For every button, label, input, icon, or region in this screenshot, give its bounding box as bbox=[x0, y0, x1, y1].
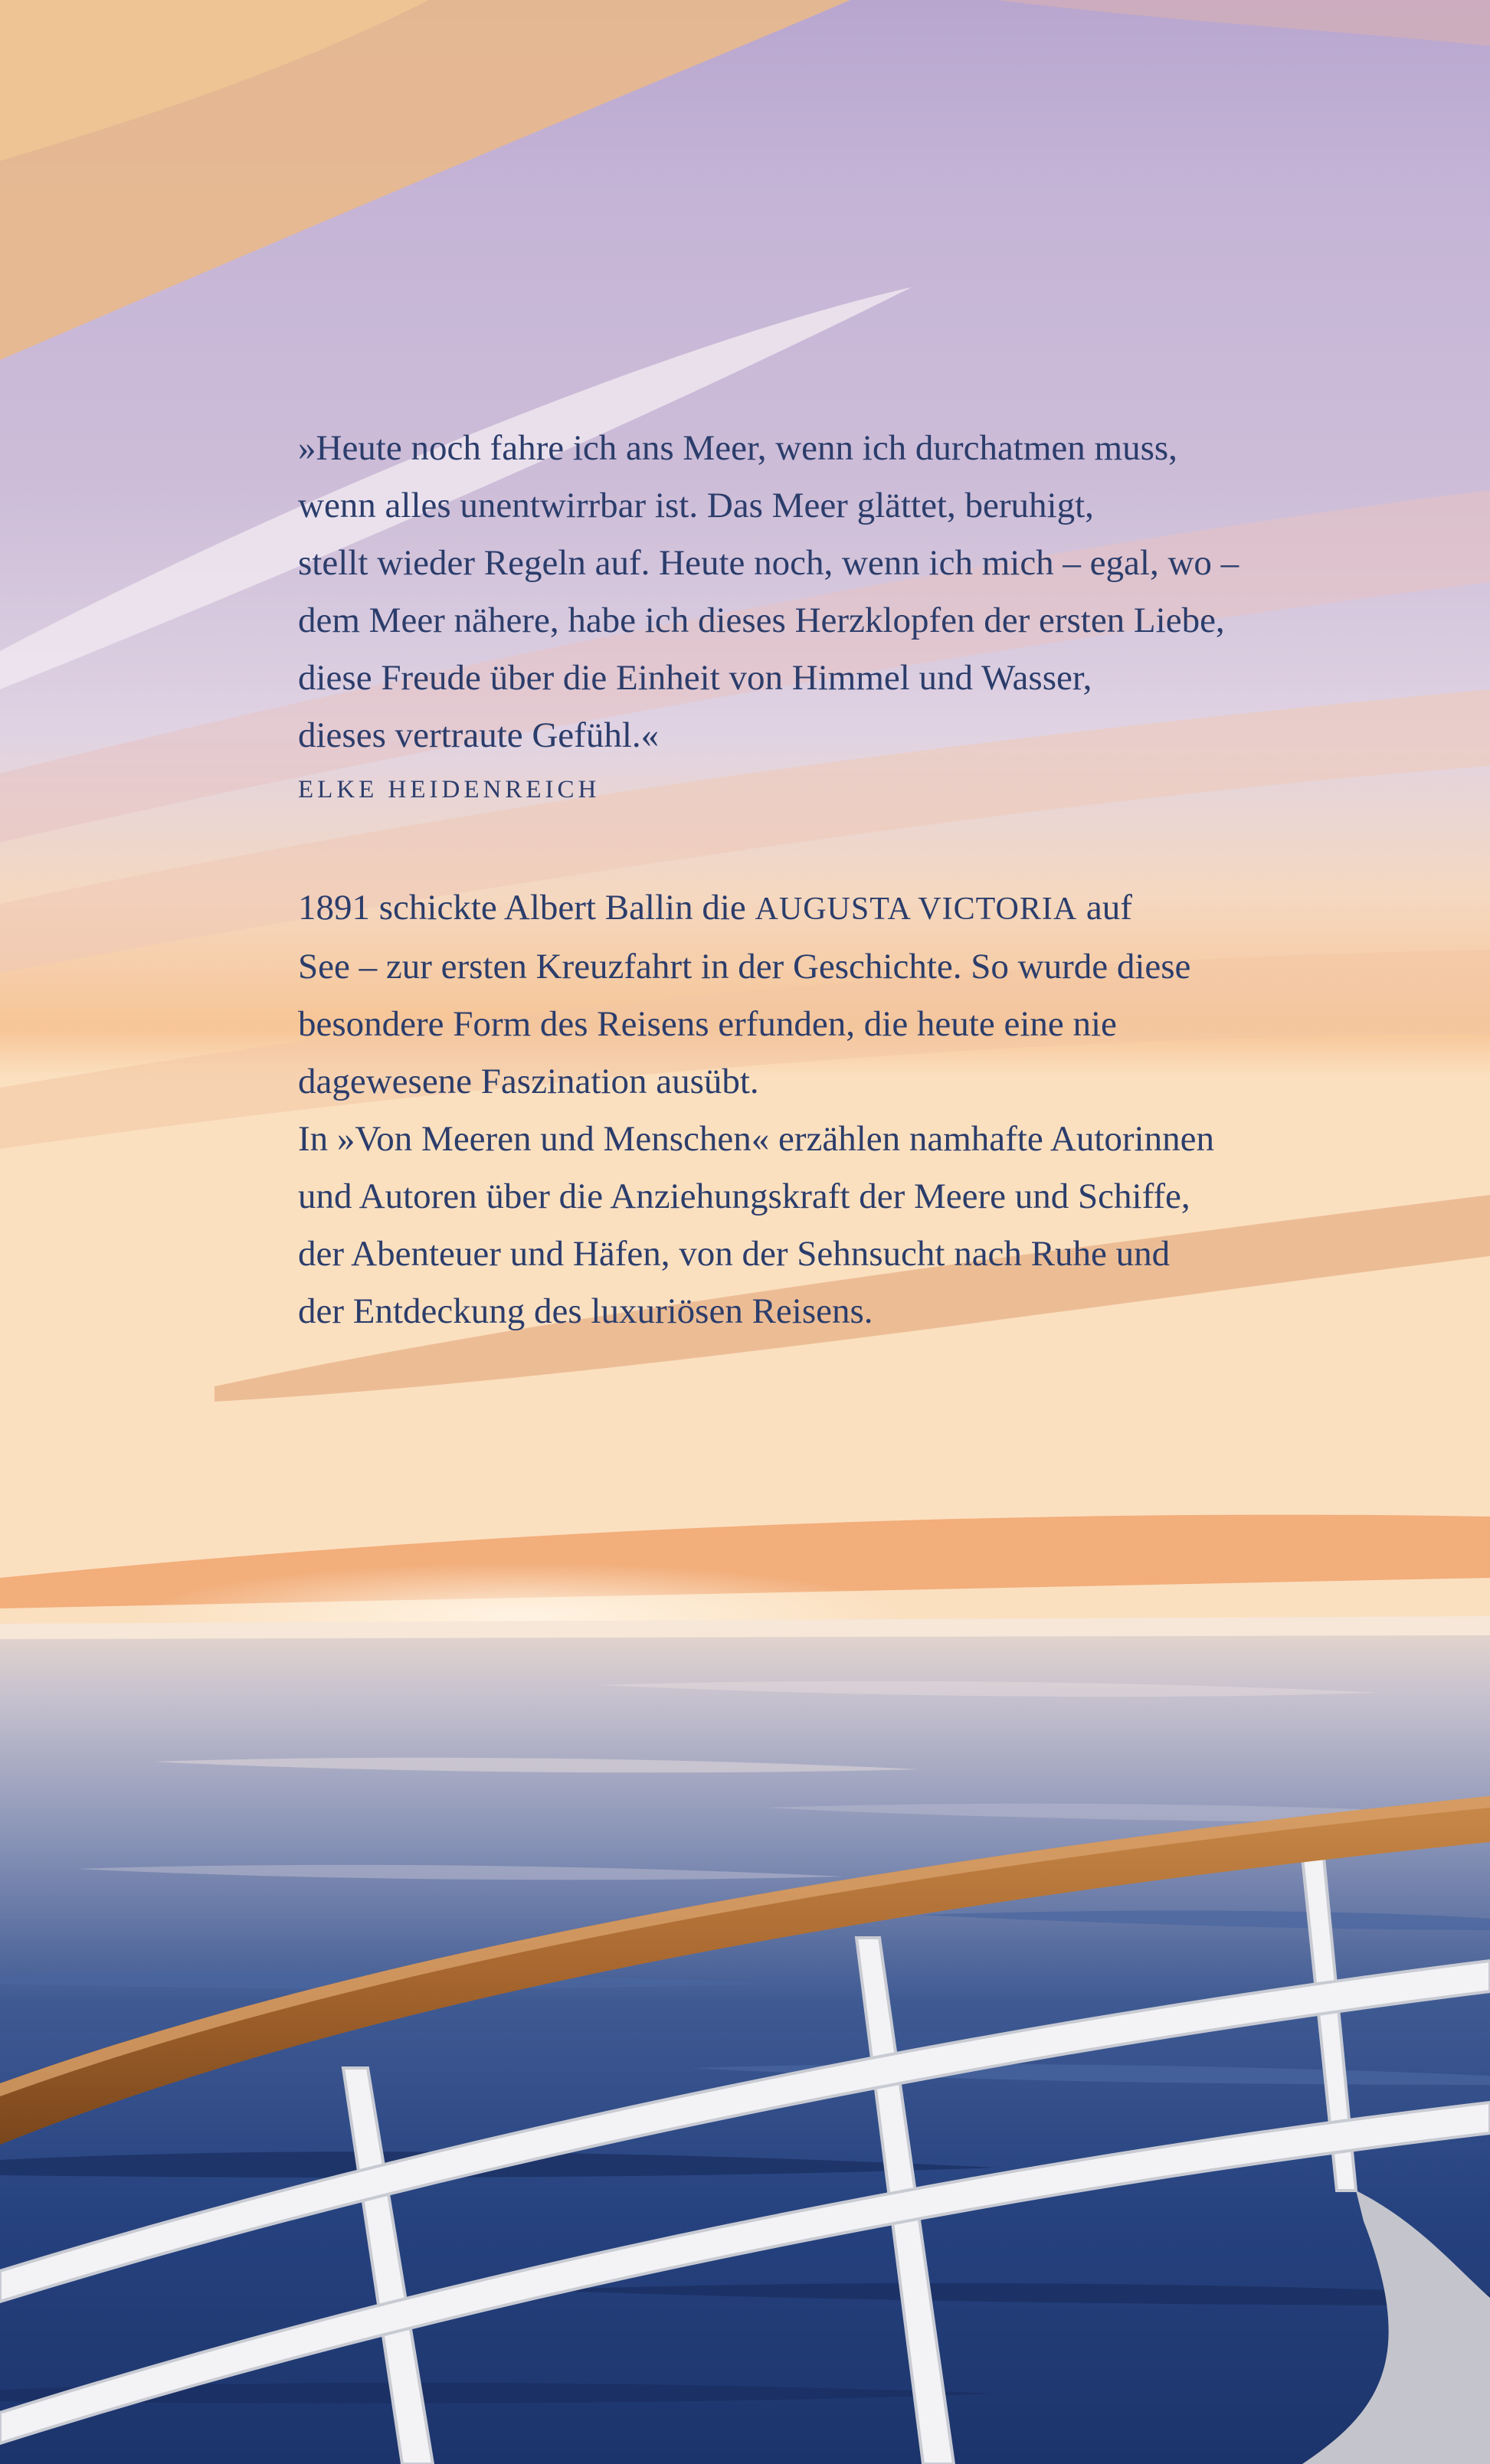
description-line: See – zur ersten Kreuzfahrt in der Geschichte. So wurde diese bbox=[298, 947, 1191, 987]
description-block bbox=[298, 879, 1363, 1340]
description-line: besondere Form des Reisens erfunden, die heute eine nie bbox=[298, 1004, 1117, 1044]
quote-line: dem Meer nähere, habe ich dieses Herzklopfen der ersten Liebe, bbox=[298, 600, 1225, 640]
description-line-start: 1891 schickte Albert Ballin die bbox=[298, 888, 755, 928]
ship-name: AUGUSTA VICTORIA bbox=[755, 892, 1078, 927]
description-line: dagewesene Faszination ausübt. bbox=[298, 1062, 759, 1101]
description-line: der Abenteuer und Häfen, von der Sehnsucht nach Ruhe und bbox=[298, 1234, 1171, 1274]
quote-line: dieses vertraute Gefühl.« bbox=[298, 715, 660, 755]
quote-line: stellt wieder Regeln auf. Heute noch, wenn ich mich – egal, wo – bbox=[298, 543, 1239, 583]
quote-line: wenn alles unentwirrbar ist. Das Meer glättet, beruhigt, bbox=[298, 486, 1094, 525]
quote-author: ELKE HEIDENREICH bbox=[298, 776, 601, 803]
quote-line: diese Freude über die Einheit von Himmel und Wasser, bbox=[298, 658, 1092, 698]
quote-block bbox=[298, 420, 1363, 810]
quote-line: »Heute noch fahre ich ans Meer, wenn ich durchatmen muss, bbox=[298, 428, 1177, 468]
description-line: In »Von Meeren und Menschen« erzählen namhafte Autorinnen bbox=[298, 1119, 1214, 1159]
description-line bbox=[298, 879, 1363, 938]
description-line: und Autoren über die Anziehungskraft der Meere und Schiffe, bbox=[298, 1176, 1190, 1216]
back-cover-text bbox=[298, 420, 1363, 1340]
description-line: der Entdeckung des luxuriösen Reisens. bbox=[298, 1291, 873, 1331]
description-line-end: auf bbox=[1077, 888, 1132, 928]
